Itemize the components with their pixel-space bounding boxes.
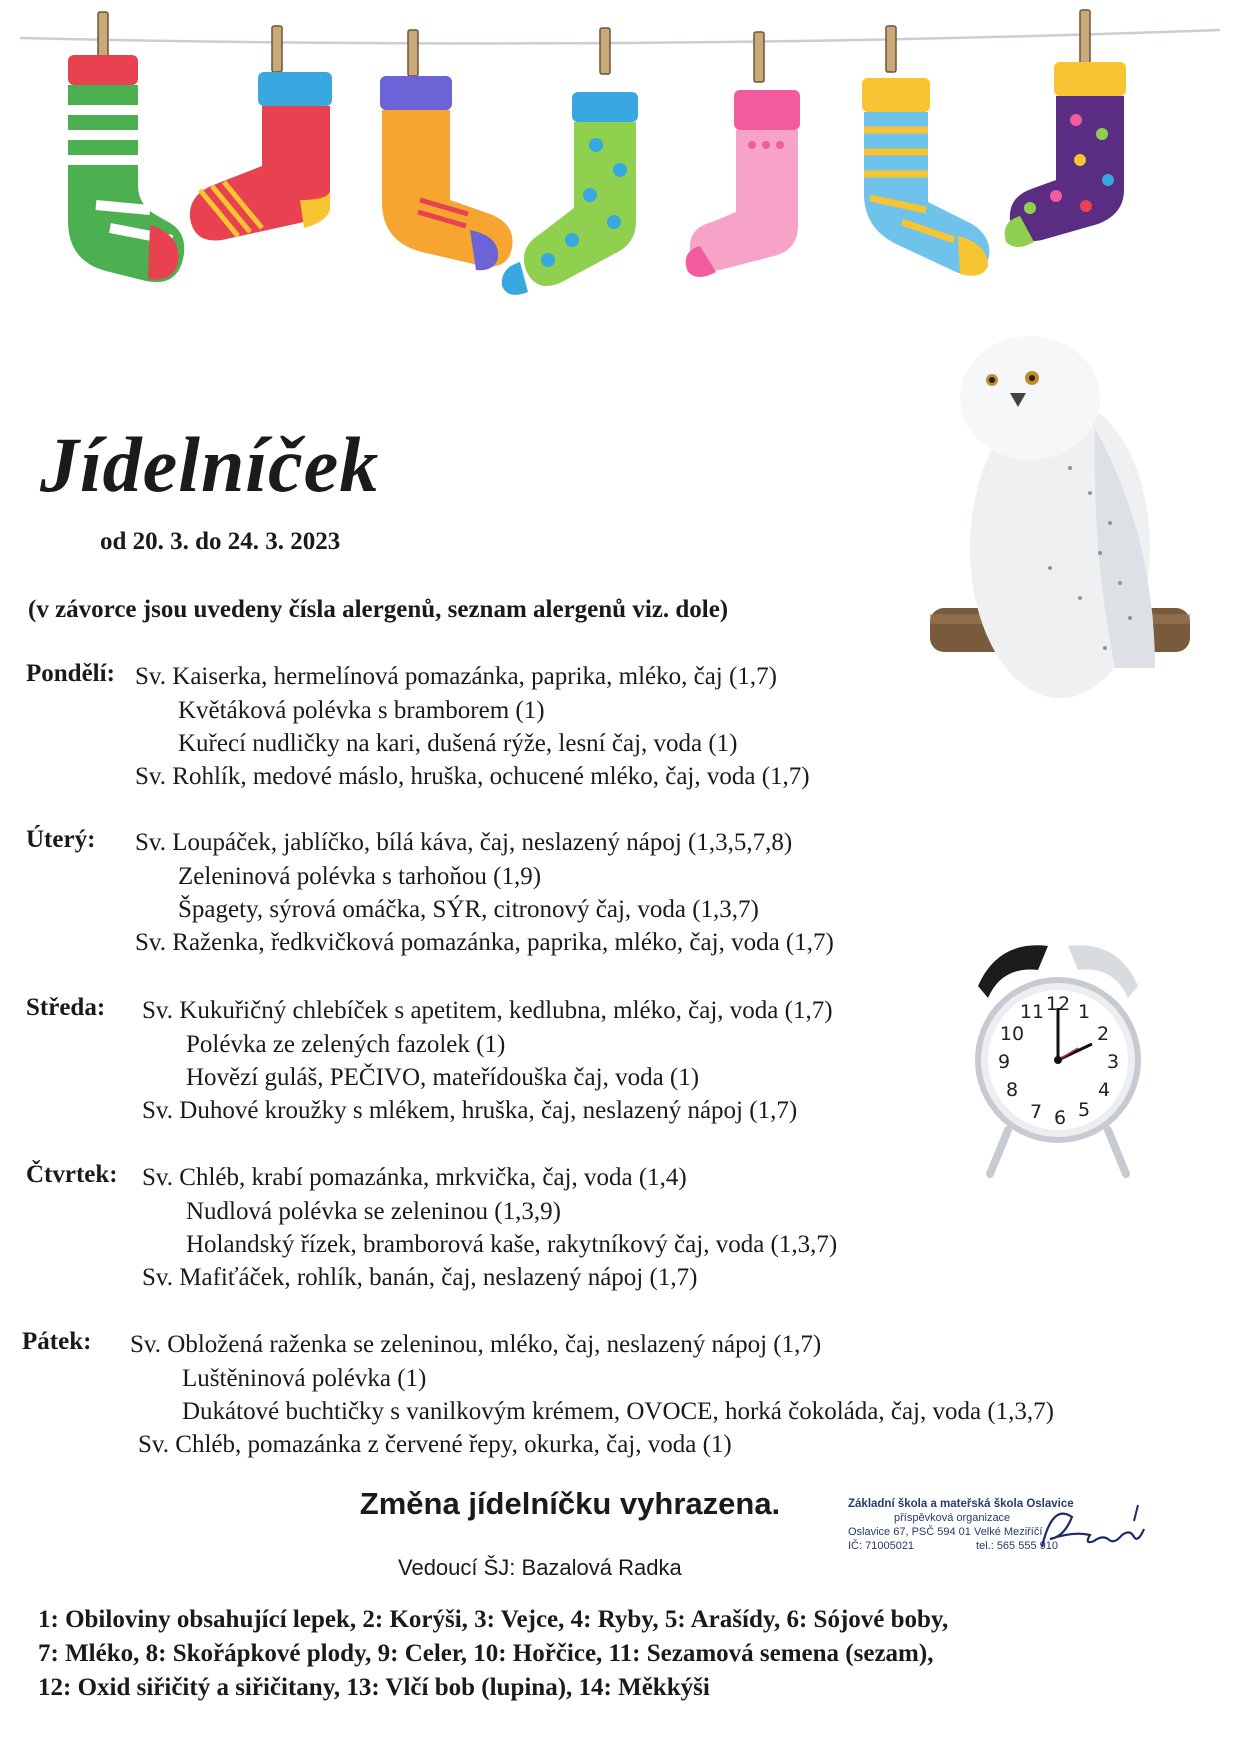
menu-line: Holandský řízek, bramborová kaše, rakytníkový čaj, voda (1,3,7) [186,1231,838,1258]
sock-green-dotted [502,28,638,295]
menu-line: Špagety, sýrová omáčka, SÝR, citronový čaj, voda (1,3,7) [178,896,759,923]
menu-line: Hovězí guláš, PEČIVO, mateřídouška čaj, voda (1) [186,1064,700,1091]
snowy-owl-image [920,318,1200,718]
signature [1038,1497,1148,1557]
menu-line: Dukátové buchtičky s vanilkovým krémem, OVOCE, horká čokoláda, čaj, voda (1,3,7) [182,1398,1054,1425]
clock-numeral: 5 [1077,1099,1091,1121]
clock-numeral: 11 [1019,1001,1045,1023]
clock-numeral: 6 [1053,1107,1067,1129]
stamp-ico: IČ: 71005021 [848,1540,915,1552]
alarm-clock-image [968,930,1148,1190]
day-name: Pondělí: [26,660,115,687]
allergen-line: 7: Mléko, 8: Skořápkové plody, 9: Celer, 10: Hořčice, 11: Sezamová semena (sezam), [38,1640,934,1667]
sock-red [190,26,332,241]
stamp-org-type: příspěvková organizace [894,1512,1011,1524]
sock-pink [686,32,800,277]
menu-line: Polévka ze zelených fazolek (1) [186,1031,506,1058]
clock-numeral: 4 [1097,1079,1111,1101]
menu-line: Sv. Chléb, pomazánka z červené řepy, okurka, čaj, voda (1) [138,1431,732,1458]
day-name: Úterý: [26,826,96,853]
clock-numeral: 2 [1096,1023,1110,1045]
menu-line: Sv. Mafiťáček, rohlík, banán, čaj, neslazený nápoj (1,7) [142,1264,698,1291]
stamp-school-name: Základní škola a mateřská škola Oslavice [848,1498,1074,1510]
sock-yellow [380,30,513,270]
school-stamp [848,1497,1148,1579]
change-notice: Změna jídelníčku vyhrazena. [359,1486,781,1521]
day-name: Středa: [26,994,106,1021]
allergen-line: 12: Oxid siřičitý a siřičitany, 13: Vlčí bob (lupina), 14: Měkkýši [38,1674,710,1701]
menu-line: Květáková polévka s bramborem (1) [178,697,545,724]
menu-line: Sv. Chléb, krabí pomazánka, mrkvička, čaj, voda (1,4) [142,1164,687,1191]
menu-line: Zeleninová polévka s tarhoňou (1,9) [178,863,542,890]
clock-numeral: 3 [1106,1051,1120,1073]
menu-line: Sv. Raženka, ředkvičková pomazánka, paprika, mléko, čaj, voda (1,7) [135,929,834,956]
sock-blue-striped [862,26,989,276]
allergen-line: 1: Obiloviny obsahující lepek, 2: Korýši, 3: Vejce, 4: Ryby, 5: Arašídy, 6: Sójové boby, [38,1606,949,1633]
socks-illustration [0,0,1240,320]
menu-line: Sv. Kaiserka, hermelínová pomazánka, paprika, mléko, čaj (1,7) [135,663,777,690]
clock-numeral: 8 [1005,1079,1019,1101]
clock-numeral: 7 [1029,1101,1043,1123]
menu-line: Kuřecí nudličky na kari, dušená rýže, lesní čaj, voda (1) [178,730,738,757]
page-title: Jídelníček [40,421,380,508]
menu-line: Sv. Kukuřičný chlebíček s apetitem, kedlubna, mléko, čaj, voda (1,7) [142,997,833,1024]
menu-line: Luštěninová polévka (1) [182,1365,427,1392]
manager-name: Vedoucí ŠJ: Bazalová Radka [398,1555,682,1580]
clock-numeral: 9 [997,1051,1011,1073]
menu-line: Sv. Loupáček, jablíčko, bílá káva, čaj, neslazený nápoj (1,3,5,7,8) [135,829,793,856]
sock-green-striped [68,12,184,282]
menu-line: Nudlová polévka se zeleninou (1,3,9) [186,1198,561,1225]
menu-line: Sv. Obložená raženka se zeleninou, mléko, čaj, neslazený nápoj (1,7) [130,1331,822,1358]
day-name: Čtvrtek: [26,1161,118,1188]
date-range: od 20. 3. do 24. 3. 2023 [100,528,341,555]
day-name: Pátek: [22,1328,92,1355]
sock-purple-dotted [1005,10,1126,247]
stamp-address: Oslavice 67, PSČ 594 01 Velké Meziříčí [848,1526,1043,1538]
allergen-note: (v závorce jsou uvedeny čísla alergenů, seznam alergenů viz. dole) [28,596,729,623]
menu-line: Sv. Duhové kroužky s mlékem, hruška, čaj, neslazený nápoj (1,7) [142,1097,798,1124]
menu-line: Sv. Rohlík, medové máslo, hruška, ochucené mléko, čaj, voda (1,7) [135,763,810,790]
clock-numeral: 1 [1077,1001,1091,1023]
clock-numeral: 10 [999,1023,1025,1045]
allergen-list [38,1603,1198,1705]
stamp-phone: tel.: 565 555 910 [976,1540,1058,1552]
clock-numeral: 12 [1045,993,1071,1015]
